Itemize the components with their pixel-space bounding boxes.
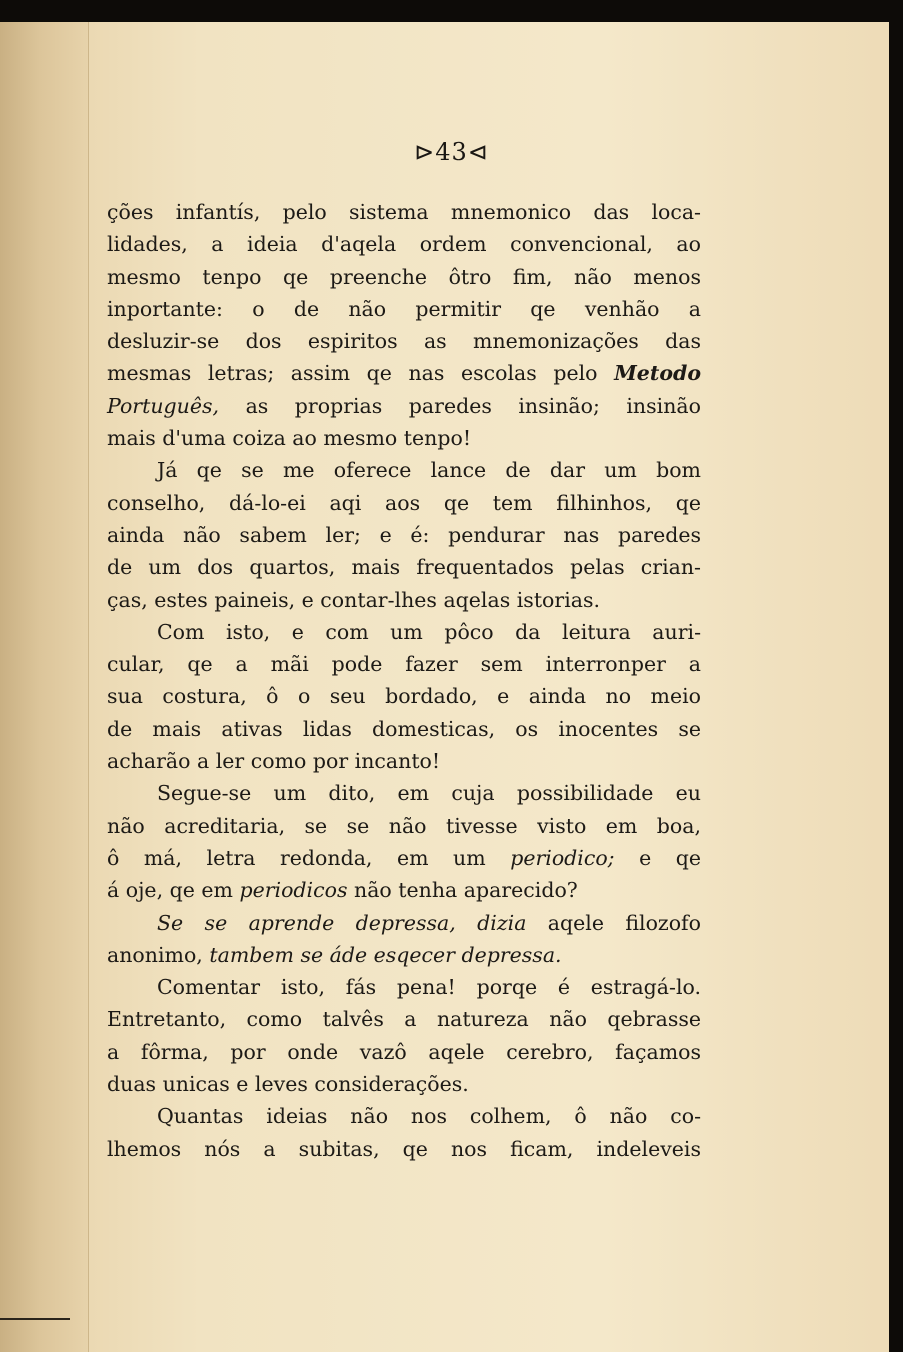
- text-line-15: cular, qe a mãi pode fazer sem interronper a: [107, 652, 701, 677]
- page-gutter: [0, 22, 89, 1352]
- text-line-29: Quantas ideias não nos colhem, ô não co-: [157, 1104, 701, 1129]
- line-21-text: ô má, letra redonda, em um: [107, 845, 486, 870]
- text-line-22: [107, 874, 701, 906]
- text-line-5: desluzir-se dos espiritos as mnemonizações das: [107, 329, 701, 354]
- text-line-1: ções infantís, pelo sistema mnemonico das loca-: [107, 200, 701, 224]
- italic-quote-2: tambem se áde esqecer depressa.: [209, 942, 562, 967]
- text-line-16: sua costura, ô o seu bordado, e ainda no meio: [107, 684, 701, 709]
- page-number-header: ⊳43⊲: [414, 138, 489, 166]
- italic-periodico: periodico;: [510, 845, 615, 870]
- body-text: [107, 196, 701, 1165]
- line-23-end: aqele filozofo: [547, 910, 701, 935]
- text-line-30: lhemos nós a subitas, qe nos ficam, indeleveis: [107, 1136, 701, 1161]
- italic-metodo: Metodo: [614, 361, 701, 386]
- line-22-end: não tenha aparecido?: [354, 878, 578, 903]
- text-line-3: mesmo tenpo qe preenche ôtro fim, não menos: [107, 264, 701, 289]
- text-line-7: [107, 390, 701, 422]
- text-line-24: [107, 939, 701, 971]
- italic-quote-1: Se se aprende depressa,: [157, 910, 456, 935]
- line-24-text: anonimo,: [107, 942, 203, 967]
- text-line-17: de mais ativas lidas domesticas, os inocentes se: [107, 716, 701, 741]
- text-line-25: Comentar isto, fás pena! porqe é estragá-lo.: [157, 975, 701, 1000]
- text-line-18: acharão a ler como por incanto!: [107, 749, 441, 774]
- text-line-14: Com isto, e com um pôco da leitura auri-: [157, 619, 701, 644]
- italic-periodicos: periodicos: [239, 878, 348, 903]
- text-line-11: ainda não sabem ler; e é: pendurar nas paredes: [107, 522, 701, 547]
- text-line-23: [107, 907, 701, 939]
- text-line-10: conselho, dá-lo-ei aqi aos qe tem filhinhos, qe: [107, 490, 701, 515]
- line-7-text: as proprias paredes insinão; insinão: [245, 393, 701, 418]
- italic-portugues: Português,: [107, 393, 220, 418]
- text-line-20: não acreditaria, se se não tivesse visto em boa,: [107, 813, 701, 838]
- line-22-text: á oje, qe em: [107, 878, 233, 903]
- page-edge-mark: [0, 1318, 70, 1320]
- text-line-13: ças, estes paineis, e contar-lhes aqelas istorias.: [107, 587, 601, 612]
- italic-dizia: dizia: [477, 910, 527, 935]
- text-line-12: de um dos quartos, mais frequentados pelas crian-: [107, 555, 701, 580]
- text-line-6: [107, 357, 701, 389]
- text-line-9: Já qe se me oferece lance de dar um bom: [157, 458, 701, 483]
- text-line-4: inportante: o de não permitir qe venhão a: [107, 296, 701, 321]
- line-21-end: e qe: [639, 845, 701, 870]
- text-line-2: lidades, a ideia d'aqela ordem convencional, ao: [107, 232, 701, 257]
- text-line-21: [107, 842, 701, 874]
- text-line-19: Segue-se um dito, em cuja possibilidade eu: [157, 781, 701, 806]
- text-line-28: duas unicas e leves considerações.: [107, 1072, 469, 1097]
- text-line-27: a fôrma, por onde vazô aqele cerebro, façamos: [107, 1039, 701, 1064]
- text-line-8: mais d'uma coiza ao mesmo tenpo!: [107, 426, 472, 451]
- text-line-26: Entretanto, como talvês a natureza não qebrasse: [107, 1007, 701, 1032]
- line-6-text: mesmas letras; assim qe nas escolas pelo: [107, 361, 598, 386]
